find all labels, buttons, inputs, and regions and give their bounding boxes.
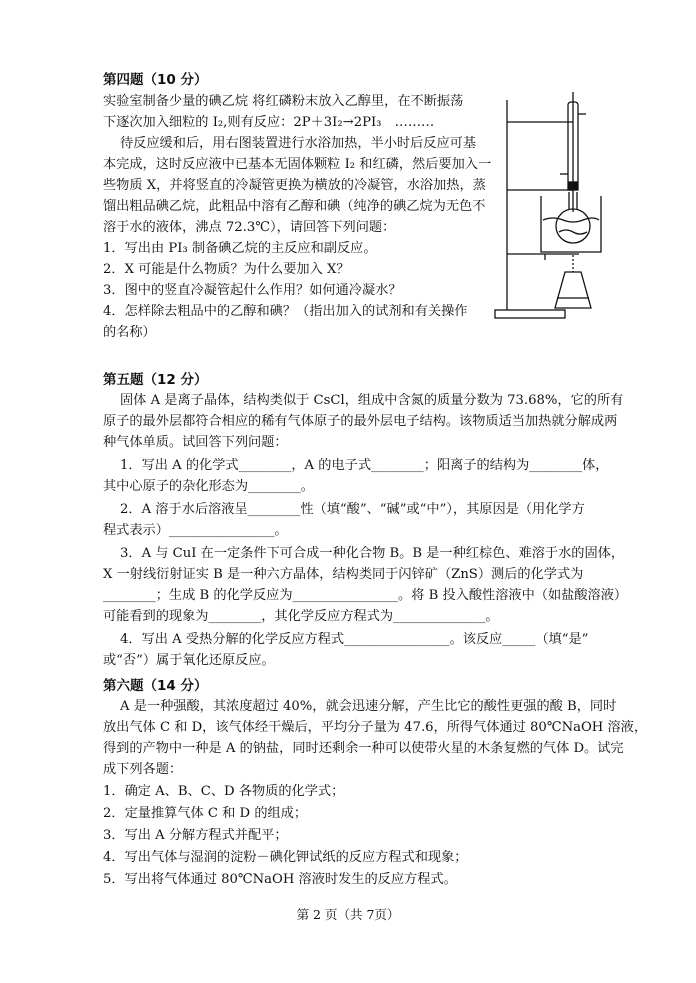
- q5-line: 可能看到的现象为________，其化学反应方程式为______________。: [103, 609, 499, 624]
- q4-item: 4．怎样除去粗品中的乙醇和碘？（指出加入的试剂和有关操作: [103, 304, 468, 319]
- q5-line: 程式表示）________________。: [103, 523, 288, 538]
- q5-title: 第五题（12 分）: [103, 372, 208, 388]
- q6-item: 3．写出 A 分解方程式并配平；: [103, 828, 288, 843]
- water-bath-beaker: [541, 196, 601, 252]
- q4-line: 些物质 X，并将竖直的冷凝管更换为横放的冷凝管，水浴加热，蒸: [103, 178, 486, 193]
- stopper: [568, 182, 578, 190]
- page-footer: 第 2 页（共 7页）: [296, 907, 400, 922]
- q6-item: 1．确定 A、B、C、D 各物质的化学式；: [103, 784, 345, 799]
- q5-line: 种气体单质。试回答下列问题：: [103, 435, 288, 450]
- q6-line: 得到的产物中一种是 A 的钠盐，同时还剩余一种可以使带火星的木条复燃的气体 D。试完: [103, 741, 624, 756]
- q6-item: 5．写出将气体通过 80℃NaOH 溶液时发生的反应方程式。: [103, 872, 457, 887]
- q4-item: 2．X 可能是什么物质？为什么要加入 X？: [103, 262, 350, 277]
- q5-line: ________；生成 B 的化学反应为________________。将 B 投入酸性溶液中（如盐酸溶液）: [103, 588, 628, 603]
- q5-item: 1．写出 A 的化学式________，A 的电子式________；阳离子的结构为________体，: [120, 458, 609, 473]
- q5-line: 原子的最外层都符合相应的稀有气体原子的最外层电子结构。该物质适当加热就分解成两: [103, 414, 618, 429]
- round-bottom-flask: [556, 209, 590, 243]
- lab-apparatus-figure: [493, 92, 603, 324]
- q4-line: 本完成，这时反应液中已基本无固体颗粒 I₂ 和红磷，然后要加入一: [103, 157, 492, 172]
- q5-item: 4．写出 A 受热分解的化学反应方程式________________。该反应_____（填“是”: [120, 632, 589, 647]
- q4-line: 待反应缓和后，用右图装置进行水浴加热，半小时后反应可基: [120, 136, 477, 151]
- q5-line: 固体 A 是离子晶体，结构类似于 CsCl，组成中含氮的质量分数为 73.68%，它的所有: [120, 393, 624, 408]
- q5-line: 或“否”）属于氧化还原反应。: [103, 653, 275, 668]
- q6-item: 4．写出气体与湿润的淀粉－碘化钾试纸的反应方程式和现象；: [103, 850, 468, 865]
- q6-item: 2．定量推算气体 C 和 D 的组成；: [103, 806, 308, 821]
- q5-item: 2．A 溶于水后溶液呈________性（填“酸”、“碱”或“中”），其原因是（用化学方: [120, 502, 585, 517]
- alcohol-lamp: [555, 272, 591, 308]
- q4-item: 的名称）: [103, 325, 156, 340]
- stand-base: [495, 310, 565, 318]
- q4-line: 溶于水的液体，沸点 72.3℃），请回答下列问题：: [103, 220, 396, 235]
- q4-title: 第四题（10 分）: [103, 72, 208, 88]
- q6-line: 成下列各题：: [103, 762, 183, 777]
- q5-item: 3．A 与 CuI 在一定条件下可合成一种化合物 B。B 是一种红棕色、难溶于水的固体，: [120, 546, 625, 561]
- q6-line: 放出气体 C 和 D，该气体经干燥后，平均分子量为 47.6，所得气体通过 80℃NaOH 溶液，: [103, 720, 648, 735]
- q4-item: 3．图中的竖直冷凝管起什么作用？如何通冷凝水？: [103, 283, 402, 298]
- q4-line: 实验室制备少量的碘乙烷 将红磷粉末放入乙醇里，在不断振荡: [103, 94, 464, 109]
- q4-line: 下逐次加入细粒的 I₂,则有反应：2P＋3I₂→2PI₃ ………: [103, 115, 435, 130]
- q6-title: 第六题（14 分）: [103, 678, 208, 694]
- q4-line: 馏出粗品碘乙烷，此粗品中溶有乙醇和碘（纯净的碘乙烷为无色不: [103, 199, 486, 214]
- q5-line: 其中心原子的杂化形态为________。: [103, 479, 314, 494]
- q5-line: X 一射线衍射证实 B 是一种六方晶体，结构类同于闪锌矿（ZnS）测后的化学式为: [103, 567, 584, 582]
- q4-item: 1．写出由 PI₃ 制备碘乙烷的主反应和副反应。: [103, 241, 377, 256]
- q6-line: A 是一种强酸，其浓度超过 40%，就会迅速分解，产生比它的酸性更强的酸 B，同时: [120, 699, 617, 714]
- water-surface: [543, 218, 599, 222]
